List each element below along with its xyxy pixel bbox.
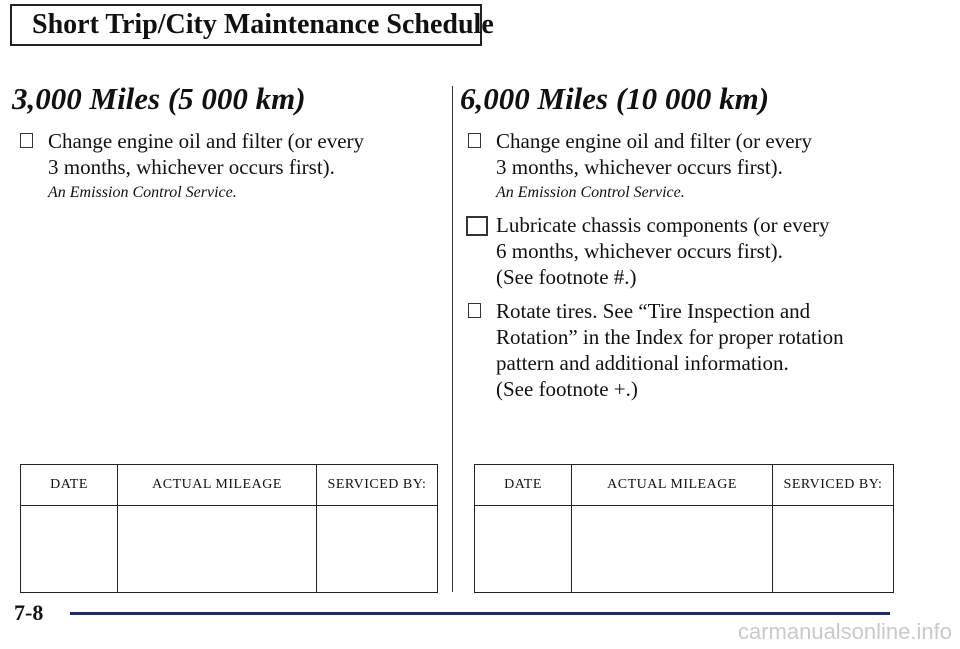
checkbox-icon[interactable] xyxy=(468,303,481,318)
checklist-item: Lubricate chassis components (or every 6 months, whichever occurs first). (See footnote #.) xyxy=(468,212,948,290)
emission-note: An Emission Control Service. xyxy=(496,184,685,201)
service-record-table xyxy=(474,464,894,593)
mileage-cell[interactable] xyxy=(118,506,317,593)
serviced-by-header: SERVICED BY: xyxy=(317,465,438,506)
serviced-by-cell[interactable] xyxy=(317,506,438,593)
left-heading: 3,000 Miles (5 000 km) xyxy=(12,81,306,116)
emission-note: An Emission Control Service. xyxy=(48,184,237,201)
watermark: carmanualsonline.info xyxy=(737,619,952,644)
date-header: DATE xyxy=(475,465,572,506)
checkbox-icon[interactable] xyxy=(468,133,481,148)
mileage-cell[interactable] xyxy=(572,506,773,593)
right-column xyxy=(460,80,948,404)
serviced-by-cell[interactable] xyxy=(773,506,894,593)
checklist-item: Change engine oil and filter (or every 3 months, whichever occurs first). xyxy=(20,128,440,180)
date-header: DATE xyxy=(21,465,118,506)
section-title: Short Trip/City Maintenance Schedule xyxy=(10,4,482,46)
checklist-item: Change engine oil and filter (or every 3 months, whichever occurs first). xyxy=(468,128,948,180)
date-cell[interactable] xyxy=(21,506,118,593)
mileage-header: ACTUAL MILEAGE xyxy=(572,465,773,506)
right-heading: 6,000 Miles (10 000 km) xyxy=(460,81,770,116)
checkbox-icon[interactable] xyxy=(466,216,488,236)
checkbox-icon[interactable] xyxy=(20,133,33,148)
column-divider xyxy=(452,86,453,592)
footer-rule xyxy=(70,612,890,615)
service-record-table xyxy=(20,464,438,593)
left-column xyxy=(12,80,440,212)
page-number: 7-8 xyxy=(14,600,44,625)
checklist-item: Rotate tires. See “Tire Inspection and Rotation” in the Index for proper rotation pattern and additional information. (See footnote +.) xyxy=(468,298,948,402)
date-cell[interactable] xyxy=(475,506,572,593)
mileage-header: ACTUAL MILEAGE xyxy=(118,465,317,506)
serviced-by-header: SERVICED BY: xyxy=(773,465,894,506)
